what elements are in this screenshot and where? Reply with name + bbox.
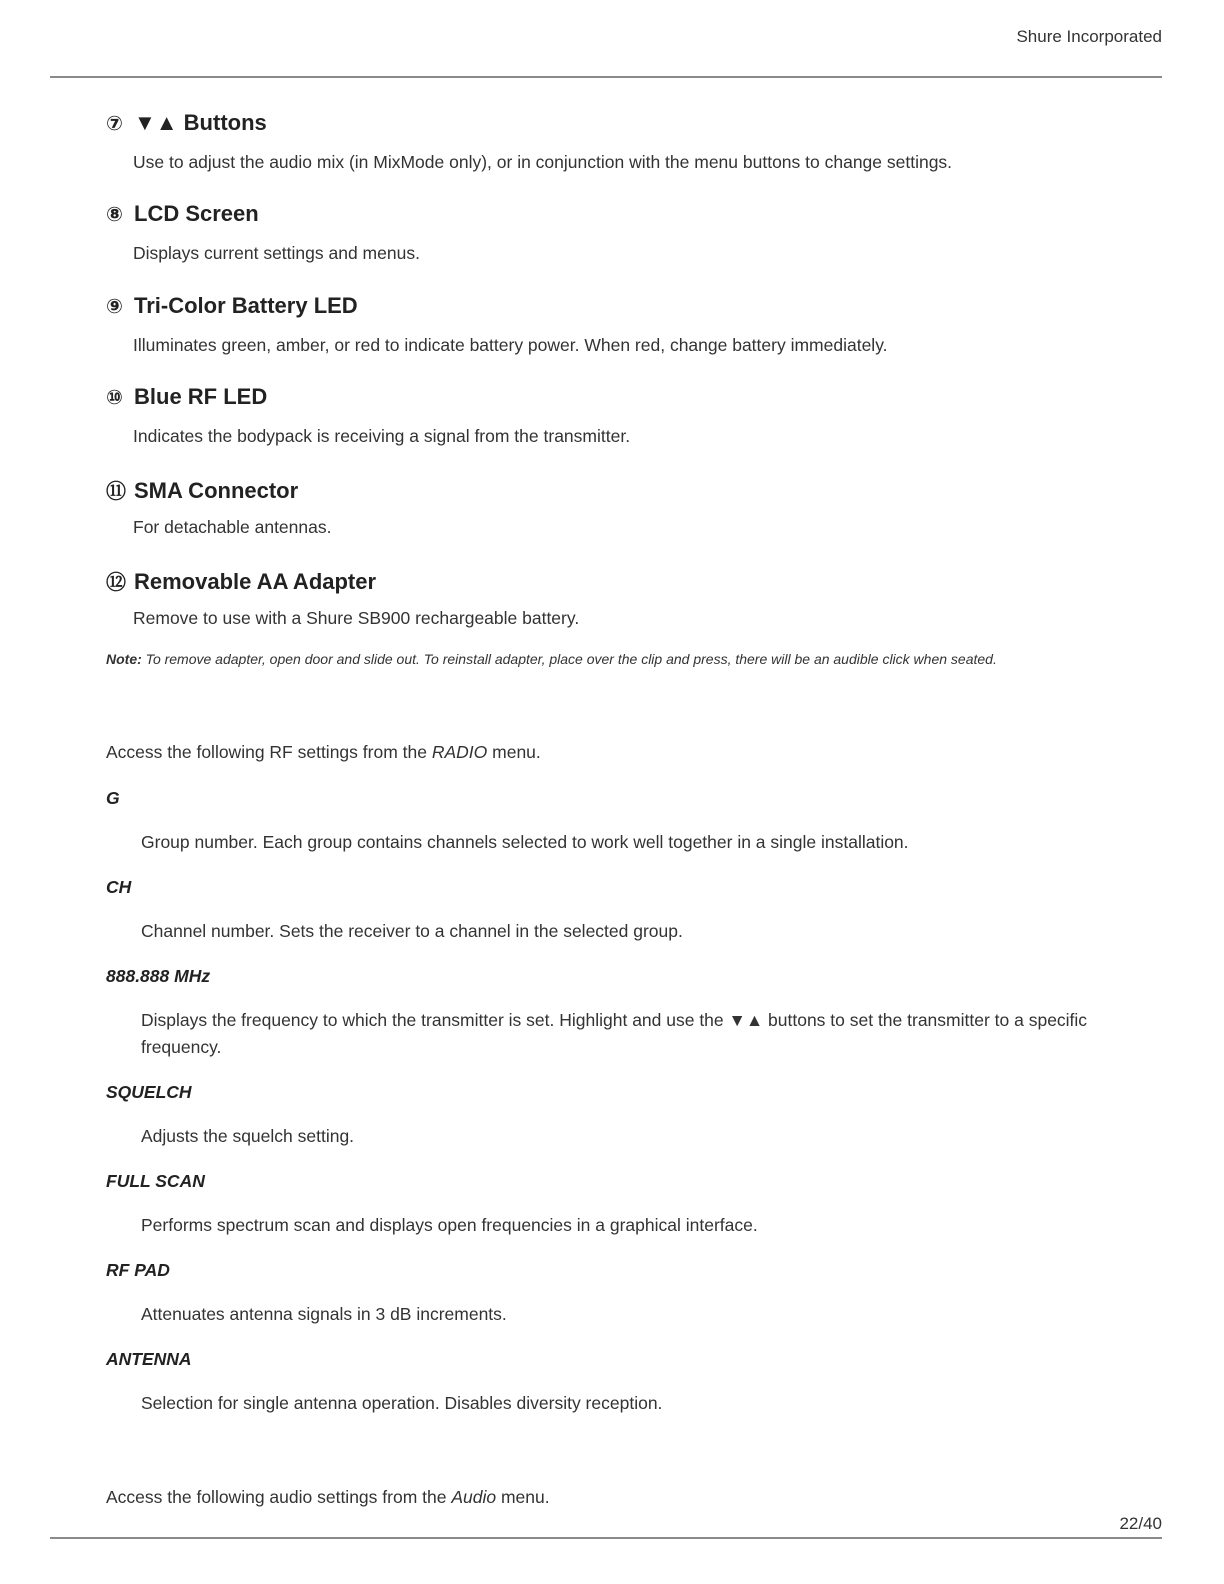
intro-text: Access the following RF settings from the	[106, 742, 432, 762]
setting-description: Performs spectrum scan and displays open frequencies in a graphical interface.	[141, 1215, 758, 1235]
item-heading-lcd-screen	[106, 201, 259, 227]
item-heading-buttons	[106, 110, 267, 136]
item-title: LCD Screen	[134, 201, 259, 226]
setting-label: CH	[106, 877, 132, 897]
setting-label: G	[106, 788, 120, 808]
item-title: Removable AA Adapter	[134, 569, 377, 594]
setting-description: Selection for single antenna operation. Disables diversity reception.	[141, 1393, 663, 1413]
note-text: To remove adapter, open door and slide out. To reinstall adapter, place over the clip and press, there will be an audible click when seated.	[141, 651, 997, 667]
item-heading-sma-connector	[106, 475, 298, 504]
item-description: Use to adjust the audio mix (in MixMode only), or in conjunction with the menu buttons to change settings.	[133, 152, 953, 172]
setting-label: FULL SCAN	[106, 1171, 205, 1191]
intro-text: menu.	[487, 742, 541, 762]
setting-label: RF PAD	[106, 1260, 170, 1280]
item-number: ⑧	[106, 204, 123, 226]
item-number: ⑩	[106, 387, 123, 409]
item-description: Remove to use with a Shure SB900 rechargeable battery.	[133, 608, 580, 628]
note-label: Note:	[106, 651, 142, 667]
page-number: 22/40	[1119, 1514, 1162, 1533]
item-description: Indicates the bodypack is receiving a signal from the transmitter.	[133, 426, 631, 446]
rf-settings-intro	[106, 742, 541, 763]
setting-description: Adjusts the squelch setting.	[141, 1126, 355, 1146]
menu-name: RADIO	[431, 742, 488, 762]
setting-label: ANTENNA	[106, 1349, 192, 1369]
setting-description: Attenuates antenna signals in 3 dB increments.	[141, 1304, 507, 1324]
item-number: ⑫	[106, 572, 126, 594]
item-title: Tri-Color Battery LED	[134, 293, 358, 318]
item-title: Blue RF LED	[134, 384, 268, 409]
intro-text: menu.	[496, 1487, 550, 1507]
item-description: Illuminates green, amber, or red to indicate battery power. When red, change battery immediately.	[133, 335, 888, 355]
item-heading-battery-led	[106, 293, 358, 319]
company-name: Shure Incorporated	[1016, 27, 1162, 46]
setting-description: Group number. Each group contains channels selected to work well together in a single installation.	[141, 832, 909, 852]
item-description: Displays current settings and menus.	[133, 243, 420, 263]
footer-divider	[50, 1537, 1162, 1539]
item-number: ⑦	[106, 113, 123, 135]
item-number: ⑨	[106, 296, 123, 318]
header-divider	[50, 76, 1162, 78]
item-title: SMA Connector	[134, 478, 299, 503]
setting-label: 888.888 MHz	[106, 966, 211, 986]
menu-name: Audio	[451, 1487, 497, 1507]
setting-label: SQUELCH	[106, 1082, 192, 1102]
item-number: ⑪	[106, 481, 126, 503]
setting-description: Channel number. Sets the receiver to a channel in the selected group.	[141, 921, 683, 941]
audio-settings-intro	[106, 1487, 550, 1508]
note	[106, 651, 997, 667]
intro-text: Access the following audio settings from the	[106, 1487, 452, 1507]
item-description: For detachable antennas.	[133, 517, 332, 537]
setting-description: Displays the frequency to which the transmitter is set. Highlight and use the ▼▲ buttons to set the transmitter to a specific frequency.	[141, 1010, 1088, 1057]
item-title: ▼▲ Buttons	[134, 110, 267, 135]
item-heading-rf-led	[106, 384, 267, 410]
item-heading-aa-adapter	[106, 566, 376, 595]
